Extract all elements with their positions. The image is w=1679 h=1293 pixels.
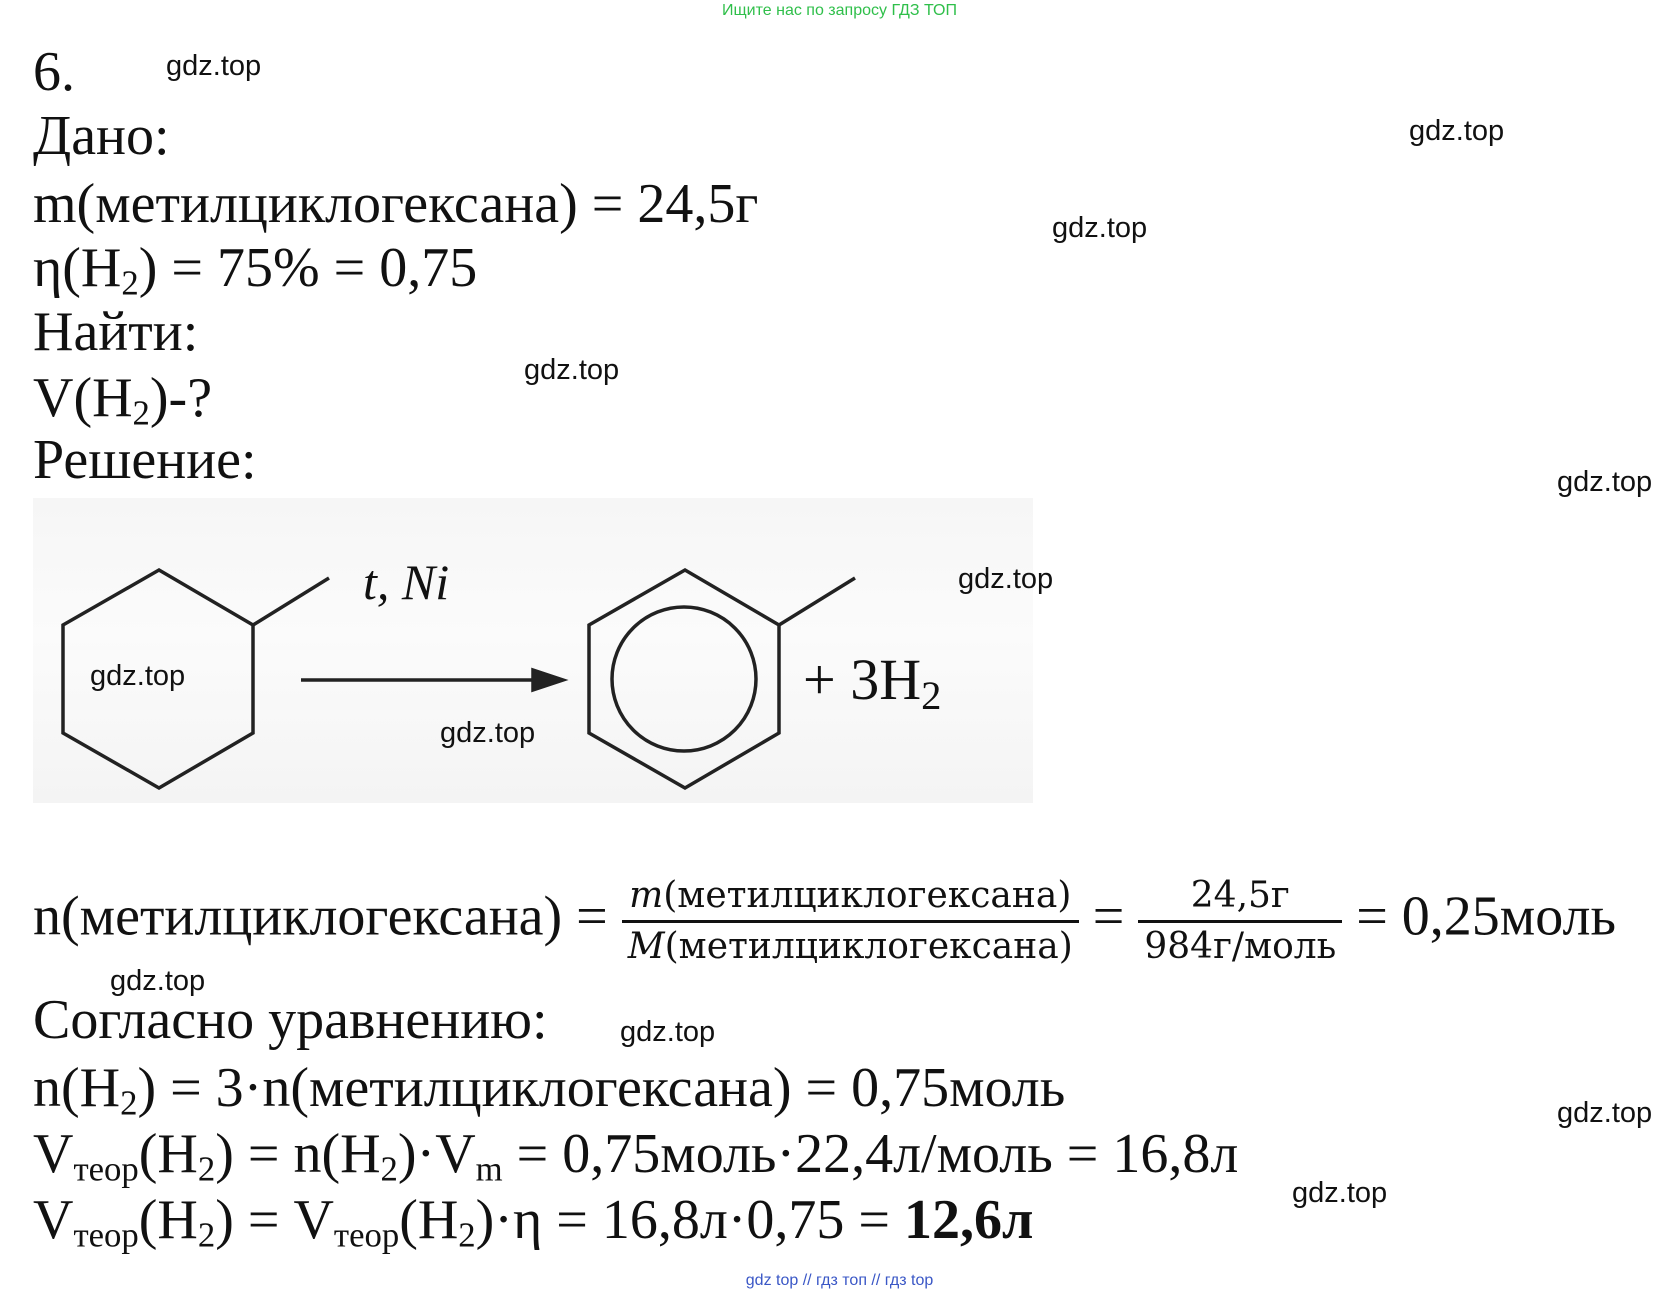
amount-result: = 0,25моль xyxy=(1356,885,1616,948)
watermark: gdz.top xyxy=(524,354,620,386)
given-yield-line xyxy=(33,237,478,303)
arrow-head xyxy=(533,670,563,690)
find-prefix: V(H xyxy=(33,367,133,429)
hydrogen-product: + $3H_2$ xyxy=(803,647,942,719)
h2-amount-line: $n(H_2)$ = 3·n(метилциклогексана) = 0,75моль xyxy=(33,1057,1066,1123)
watermark: gdz.top xyxy=(1292,1177,1388,1209)
problem-number: 6. xyxy=(33,41,75,103)
find-sub: 2 xyxy=(132,393,150,433)
yield-suffix: ) = 75% = 0,75 xyxy=(138,237,478,299)
solution-heading: Решение: xyxy=(33,429,257,491)
toluene-ring xyxy=(589,570,779,788)
v-final-line: $V_{теор}(H_2) = V_{теор}(H_2)\cdot\eta = 16,8л\cdot 0,75 = 12,6л$ xyxy=(33,1189,1034,1255)
fraction-value-den: 984г/моль xyxy=(1144,926,1337,967)
watermark: gdz.top xyxy=(958,563,1054,595)
aromatic-circle xyxy=(612,607,756,751)
watermark: gdz.top xyxy=(110,965,206,997)
fraction-value-num: 24,5г xyxy=(1138,878,1342,923)
final-answer: 12,6л xyxy=(904,1189,1034,1251)
watermark: gdz.top xyxy=(440,717,536,749)
fraction-mass-over-molar xyxy=(622,875,1079,967)
yield-prefix: η(H xyxy=(33,237,122,299)
watermark: gdz.top xyxy=(1557,466,1653,498)
watermark: gdz.top xyxy=(1052,212,1148,244)
mass-substance: (метилциклогексана) xyxy=(663,875,1072,916)
watermark: gdz.top xyxy=(1557,1097,1653,1129)
given-mass-line: m(метилциклогексана) = 24,5г xyxy=(33,173,759,235)
find-line xyxy=(33,367,213,433)
find-heading: Найти: xyxy=(33,301,199,363)
mass-var: m xyxy=(629,875,664,916)
amount-equation xyxy=(33,875,1616,967)
watermark: gdz.top xyxy=(166,50,262,82)
v-theor-line: $V_{теор}(H_2) = n(H_2)\cdot V_m$ = 0,75моль·22,4л/моль = 16,8л xyxy=(33,1123,1239,1189)
watermark: gdz.top xyxy=(620,1016,716,1048)
molar-var: M xyxy=(627,926,665,967)
top-banner: Ищите нас по запросу ГДЗ ТОП xyxy=(722,2,957,19)
reaction-condition: t, Ni xyxy=(363,554,450,610)
methyl-bond-product xyxy=(779,578,855,625)
equals-sign: = xyxy=(1092,885,1125,948)
methyl-bond-reactant xyxy=(253,578,329,625)
bottom-banner: gdz top // гдз топ // гдз top xyxy=(745,1272,934,1289)
given-heading: Дано: xyxy=(33,105,170,167)
amount-lhs: n(метилциклогексана) = xyxy=(33,885,608,948)
reaction-scheme xyxy=(33,498,1033,803)
according-heading: Согласно уравнению: xyxy=(33,989,548,1051)
watermark: gdz.top xyxy=(1409,115,1505,147)
find-suffix: )-? xyxy=(149,367,213,429)
watermark: gdz.top xyxy=(90,660,186,692)
fraction-values xyxy=(1138,875,1342,967)
yield-sub: 2 xyxy=(121,263,139,303)
molar-substance: (метилциклогексана) xyxy=(664,926,1073,967)
